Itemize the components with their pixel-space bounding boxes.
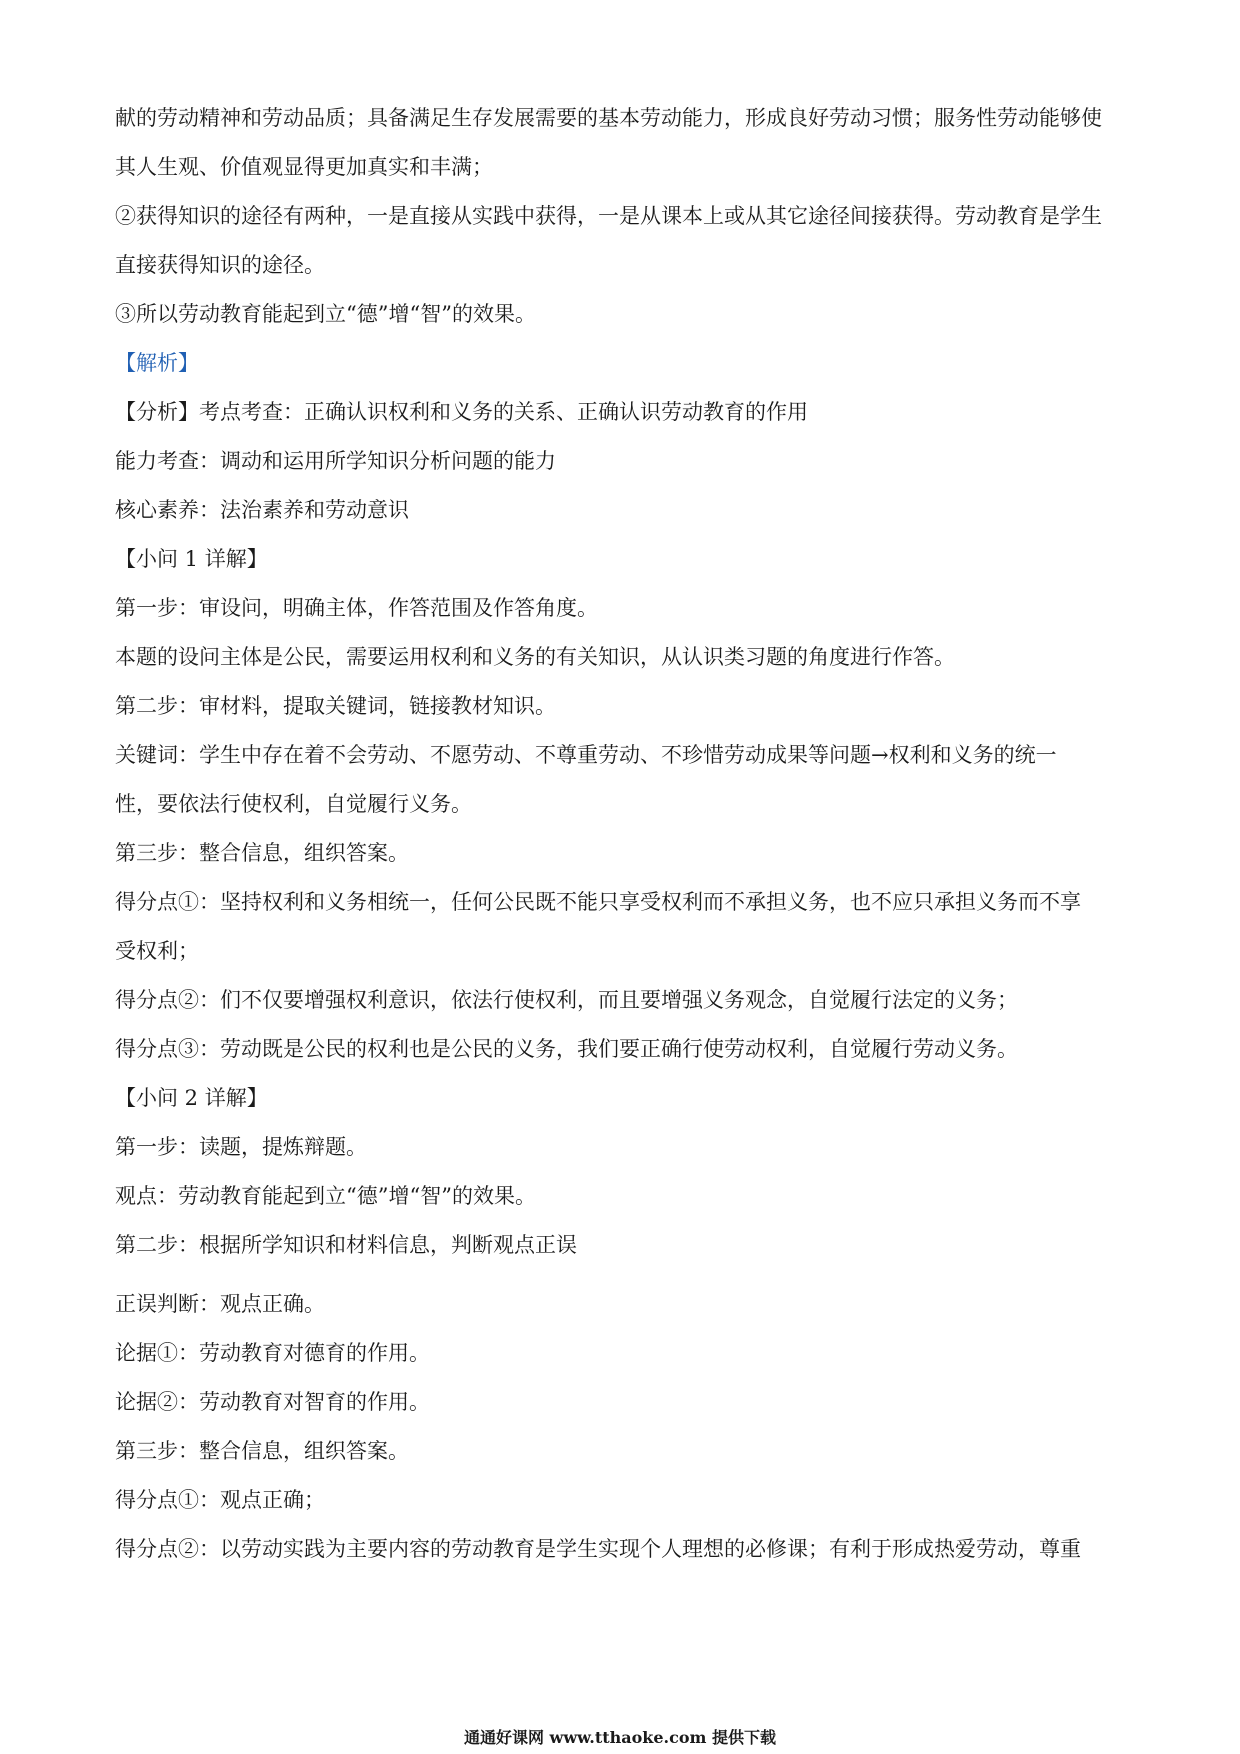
subheading-question-1: 【小问 1 详解】 bbox=[115, 547, 268, 571]
text-line: ②获得知识的途径有两种，一是直接从实践中获得，一是从课本上或从其它途径间接获得。劳动教育是学生 bbox=[115, 204, 1102, 228]
text-line: 献的劳动精神和劳动品质；具备满足生存发展需要的基本劳动能力，形成良好劳动习惯；服务性劳动能够使 bbox=[115, 106, 1102, 130]
subheading-question-2: 【小问 2 详解】 bbox=[115, 1086, 268, 1110]
text-line: 性，要依法行使权利，自觉履行义务。 bbox=[115, 792, 472, 816]
text-line: 得分点②：们不仅要增强权利意识，依法行使权利，而且要增强义务观念，自觉履行法定的义务； bbox=[115, 988, 1018, 1012]
text-line: 得分点①：观点正确； bbox=[115, 1488, 325, 1512]
text-line: ③所以劳动教育能起到立“德”增“智”的效果。 bbox=[115, 302, 536, 326]
text-line: 【分析】考点考查：正确认识权利和义务的关系、正确认识劳动教育的作用 bbox=[115, 400, 808, 424]
text-line: 得分点①：坚持权利和义务相统一，任何公民既不能只享受权利而不承担义务，也不应只承担义务而不享 bbox=[115, 890, 1081, 914]
text-line: 本题的设问主体是公民，需要运用权利和义务的有关知识，从认识类习题的角度进行作答。 bbox=[115, 645, 955, 669]
text-line: 得分点③：劳动既是公民的权利也是公民的义务，我们要正确行使劳动权利，自觉履行劳动义务。 bbox=[115, 1037, 1018, 1061]
text-line: 其人生观、价值观显得更加真实和丰满； bbox=[115, 155, 493, 179]
text-line: 第二步：审材料，提取关键词，链接教材知识。 bbox=[115, 694, 556, 718]
text-line: 直接获得知识的途径。 bbox=[115, 253, 325, 277]
text-line: 论据①：劳动教育对德育的作用。 bbox=[115, 1341, 430, 1365]
text-line: 观点：劳动教育能起到立“德”增“智”的效果。 bbox=[115, 1184, 536, 1208]
text-line: 第一步：审设问，明确主体，作答范围及作答角度。 bbox=[115, 596, 598, 620]
text-line: 受权利； bbox=[115, 939, 199, 963]
page-footer: 通通好课网 www.tthaoke.com 提供下载 bbox=[463, 1728, 777, 1747]
text-line: 正误判断：观点正确。 bbox=[115, 1292, 325, 1316]
text-line: 第三步：整合信息，组织答案。 bbox=[115, 1439, 409, 1463]
text-line: 得分点②：以劳动实践为主要内容的劳动教育是学生实现个人理想的必修课；有利于形成热爱劳动，尊重 bbox=[115, 1537, 1081, 1561]
section-heading-analysis: 【解析】 bbox=[115, 351, 199, 375]
text-line: 第一步：读题，提炼辩题。 bbox=[115, 1135, 367, 1159]
text-line: 第三步：整合信息，组织答案。 bbox=[115, 841, 409, 865]
text-line: 第二步：根据所学知识和材料信息，判断观点正误 bbox=[115, 1233, 577, 1257]
text-line: 能力考查：调动和运用所学知识分析问题的能力 bbox=[115, 449, 556, 473]
text-line: 核心素养：法治素养和劳动意识 bbox=[115, 498, 409, 522]
text-line: 关键词：学生中存在着不会劳动、不愿劳动、不尊重劳动、不珍惜劳动成果等问题→权利和义务的统一 bbox=[115, 743, 1057, 767]
text-line: 论据②：劳动教育对智育的作用。 bbox=[115, 1390, 430, 1414]
